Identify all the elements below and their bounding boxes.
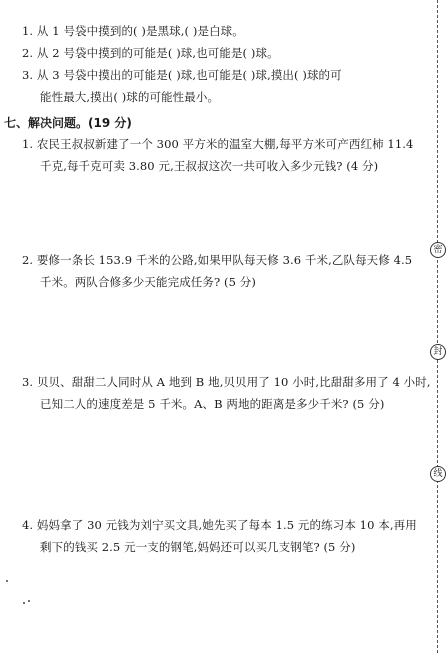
problem-1-line2: 千克,每千克可卖 3.80 元,王叔叔这次一共可收入多少元钱? (4 分): [40, 159, 379, 173]
seal-mark-top: 密: [430, 242, 446, 258]
scan-speck: [28, 600, 30, 602]
question-6-3-line1: 3. 从 3 号袋中摸出的可能是( )球,也可能是( )球,摸出( )球的可: [22, 68, 342, 82]
scan-speck: [6, 580, 8, 582]
problem-2-line1: 2. 要修一条长 153.9 千米的公路,如果甲队每天修 3.6 千米,乙队每天修 4.5: [22, 253, 413, 267]
question-6-1: 1. 从 1 号袋中摸到的( )是黑球,( )是白球。: [22, 24, 244, 38]
problem-4-line2: 剩下的钱买 2.5 元一支的钢笔,妈妈还可以买几支钢笔? (5 分): [40, 540, 356, 554]
question-6-2: 2. 从 2 号袋中摸到的可能是( )球,也可能是( )球。: [22, 46, 279, 60]
problem-4-line1: 4. 妈妈拿了 30 元钱为刘宁买文具,她先买了每本 1.5 元的练习本 10 本,再用: [22, 518, 417, 532]
problem-1-line1: 1. 农民王叔叔新建了一个 300 平方米的温室大棚,每平方米可产西红柿 11.4: [22, 137, 414, 151]
problem-2-line2: 千米。两队合修多少天能完成任务? (5 分): [40, 275, 256, 289]
scan-speck: [23, 602, 25, 604]
problem-3-line2: 已知二人的速度差是 5 千米。A、B 两地的距离是多少千米? (5 分): [40, 397, 385, 411]
problem-3-line1: 3. 贝贝、甜甜二人同时从 A 地到 B 地,贝贝用了 10 小时,比甜甜多用了 4 小时,: [22, 375, 431, 389]
section-title: 七、解决问题。(19 分): [4, 116, 132, 130]
question-6-3-line2: 能性最大,摸出( )球的可能性最小。: [40, 90, 220, 104]
binding-line: [437, 0, 438, 653]
seal-mark-middle: 封: [430, 344, 446, 360]
seal-mark-bottom: 线: [430, 466, 446, 482]
